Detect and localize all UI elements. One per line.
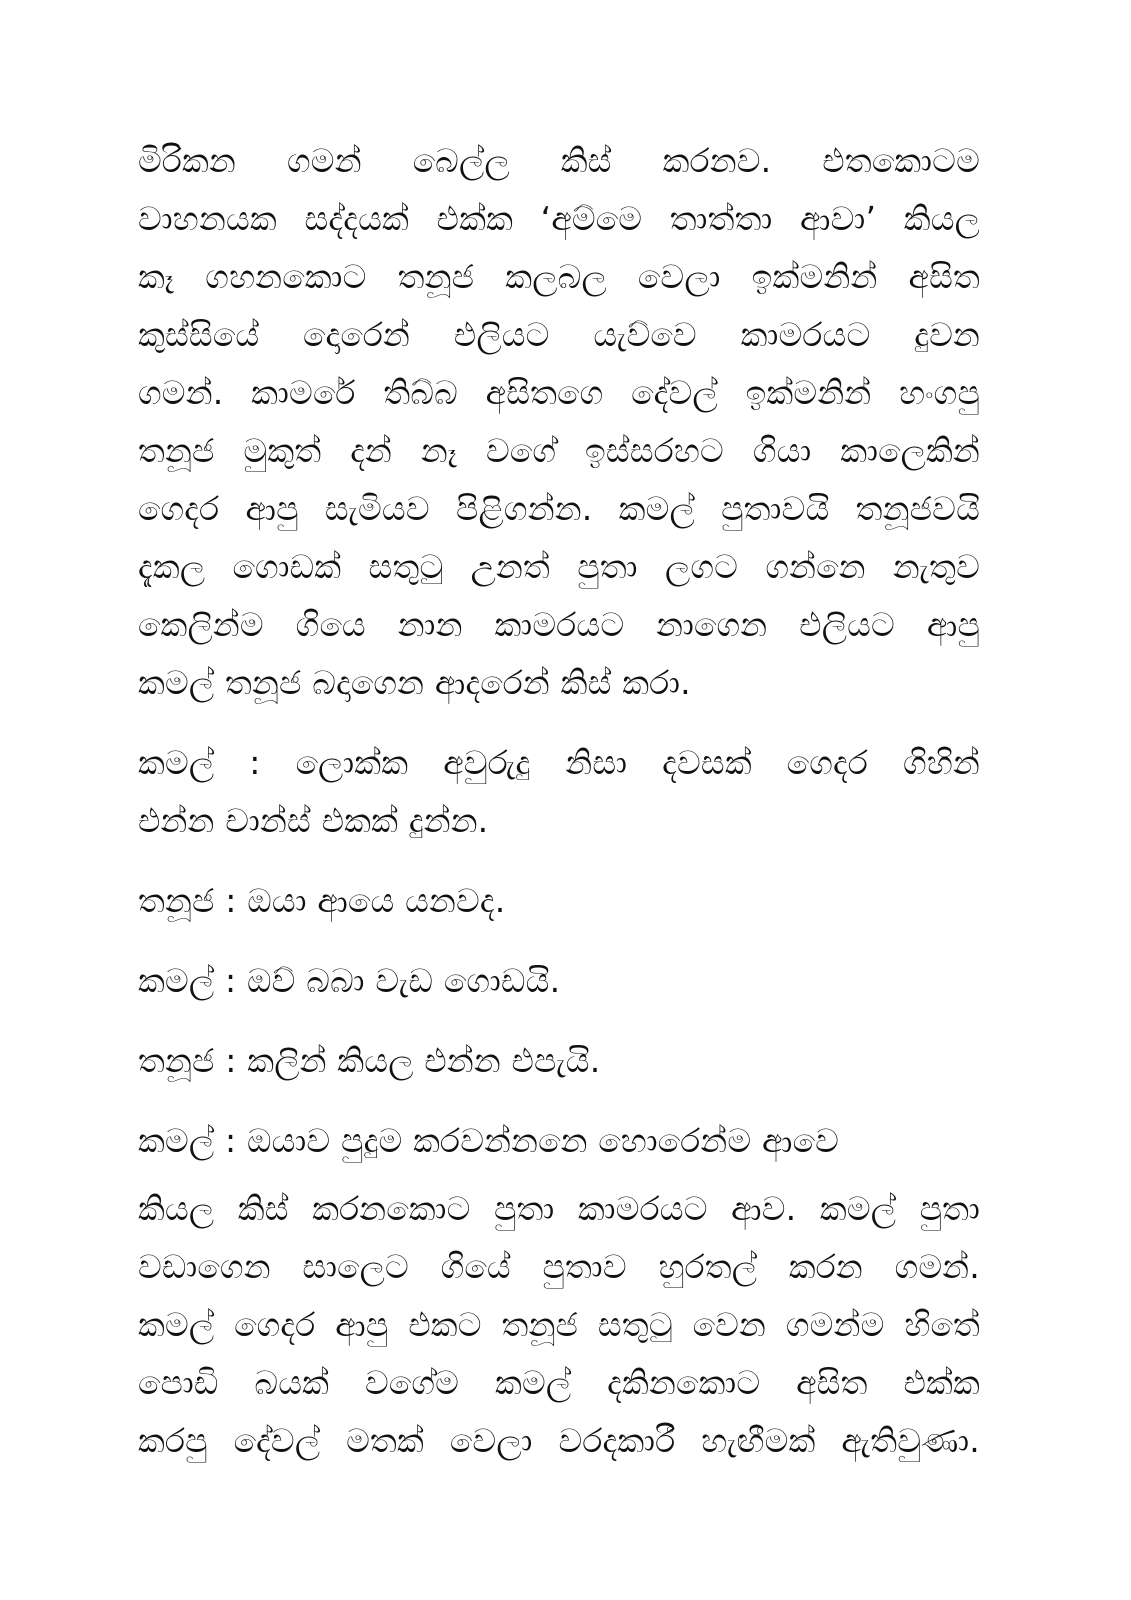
dialog-line: කමල් : ඔව් බබා වැඩ ගොඩයි. [138,961,561,1000]
paragraph-gap [138,850,980,872]
dialog-thanuja-2 [138,1032,980,1090]
text-line: කරපු දේවල් මතක් වෙලා වරදකාරී හැඟීමක් ඇතිවුණා. [138,1421,980,1460]
paragraph-gap [138,930,980,952]
paragraph-gap [138,1170,980,1180]
text-line: කමල් තනූජ බදාගෙන ආදරෙන් කිස් කරා. [138,663,691,702]
dialog-thanuja-1 [138,872,980,930]
paragraph-1 [138,132,980,712]
dialog-line: කමල් : ඔයාව පුදුම කරවන්නනෙ හොරෙන්ම ආවෙ [138,1121,840,1160]
paragraph-2 [138,1180,980,1470]
text-line: මිරිකන ගමන් බෙල්ල කිස් කරනව. එතකොටම [138,141,980,180]
text-line: කෑ ගහනකොට තනූජ කලබල වෙලා ඉක්මනින් අසිත [138,257,980,296]
paragraph-gap [138,712,980,734]
dialog-line: එන්න චාන්ස් එකක් දුන්න. [138,801,489,840]
dialog-kamal-1 [138,734,980,850]
text-line: වඩාගෙන සාලෙට ගියේ පුතාව හුරතල් කරන ගමන්. [138,1247,980,1286]
text-line: කියල කිස් කරනකොට පුතා කාමරයට ආව. කමල් පුතා [138,1189,980,1228]
dialog-line: තනූජ : කලින් කියල එන්න එපැයි. [138,1041,601,1080]
text-line: පොඩි බයක් වගේම කමල් දකිනකොට අසිත එක්ක [138,1363,980,1402]
text-line: වාහනයක සද්දයක් එක්ක ‘අම්මෙ තාත්තා ආවා’ කියල [138,199,980,238]
text-line: ගෙදර ආපු සැමියව පිළිගන්න. කමල් පුතාවයි තනූජවයි [138,489,980,528]
document-page [138,132,980,1470]
text-line: කමල් ගෙදර ආපු එකට තනූජ සතුටු වෙන ගමන්ම හිතේ [138,1305,980,1344]
text-line: දැකල ගොඩක් සතුටු උනත් පුතා ලගට ගන්නෙ නැතුව [138,547,980,586]
text-line: කෙලින්ම ගියෙ නාන කාමරයට නාගෙන එලියට ආපු [138,605,980,644]
paragraph-gap [138,1090,980,1112]
dialog-kamal-3 [138,1112,980,1170]
text-line: තනූජ මුකුත් දන් නෑ වගේ ඉස්සරහට ගියා කාලෙකින් [138,431,980,470]
dialog-line: කමල් : ලොක්ක අවුරුදු නිසා දවසක් ගෙදර ගිහින් [138,743,980,782]
dialog-kamal-2 [138,952,980,1010]
text-line: කුස්සියේ දොරෙන් එලියට යැව්වෙ කාමරයට දුවන [138,315,980,354]
paragraph-gap [138,1010,980,1032]
text-line: ගමන්. කාමරේ තිබ්බ අසිතගෙ දේවල් ඉක්මනින් හංගපු [138,373,980,412]
dialog-line: තනූජ : ඔයා ආයෙ යනවද. [138,881,506,920]
